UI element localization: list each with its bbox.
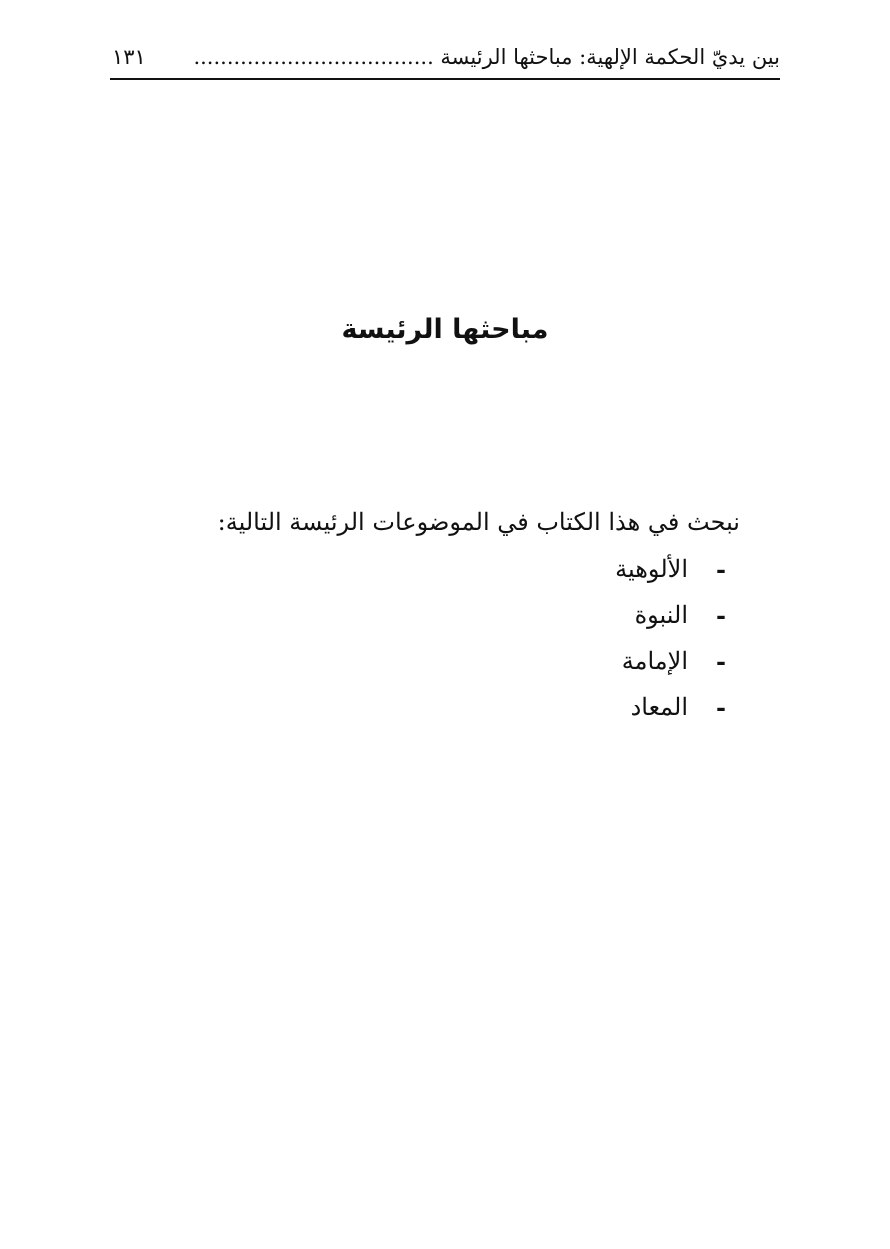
page-number: ١٣١	[112, 45, 146, 69]
topic-label: الألوهية	[615, 555, 688, 583]
bullet-dash: -	[716, 600, 726, 630]
topic-label: المعاد	[630, 693, 688, 721]
topic-item	[615, 638, 726, 684]
topic-list	[615, 546, 726, 730]
running-head: بين يديّ الحكمة الإلهية: مباحثها الرئيسة ....................................	[193, 45, 780, 69]
page-header	[110, 38, 780, 80]
topic-label: الإمامة	[621, 647, 688, 675]
chapter-title: مباحثها الرئيسة	[341, 314, 549, 345]
topic-label: النبوة	[634, 601, 688, 629]
topic-item	[615, 592, 726, 638]
bullet-dash: -	[716, 692, 726, 722]
topic-item	[615, 684, 726, 730]
bullet-dash: -	[716, 646, 726, 676]
intro-paragraph: نبحث في هذا الكتاب في الموضوعات الرئيسة التالية:	[217, 508, 740, 536]
topic-item	[615, 546, 726, 592]
bullet-dash: -	[716, 554, 726, 584]
